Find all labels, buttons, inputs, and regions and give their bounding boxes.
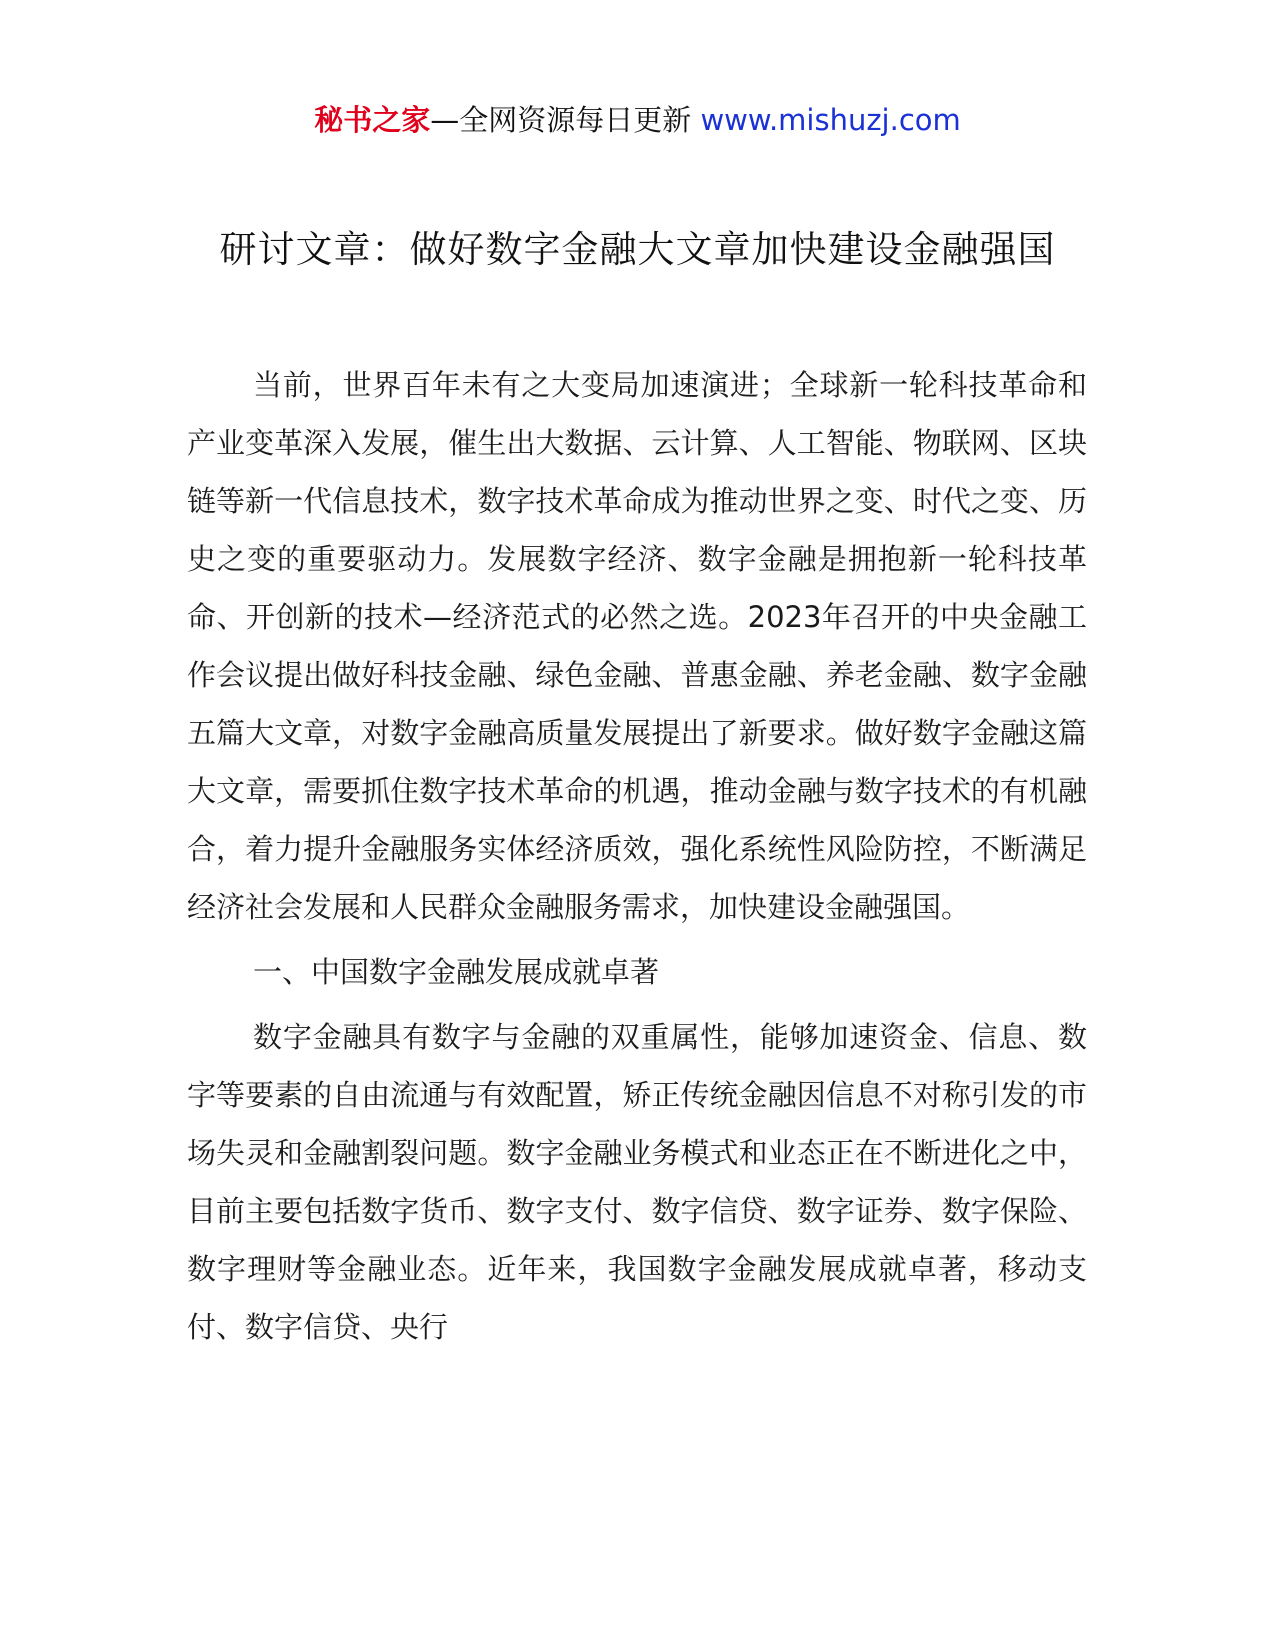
site-header: [0, 100, 1275, 140]
header-tagline: —全网资源每日更新: [430, 103, 692, 137]
intro-paragraph: 当前，世界百年未有之大变局加速演进；全球新一轮科技革命和产业变革深入发展，催生出大数据、云计算、人工智能、物联网、区块链等新一代信息技术，数字技术革命成为推动世界之变、时代之变、历史之变的重要驱动力。发展数字经济、数字金融是拥抱新一轮科技革命、开创新的技术—经济范式的必然之选。2023年召开的中央金融工作会议提出做好科技金融、绿色金融、普惠金融、养老金融、数字金融五篇大文章，对数字金融高质量发展提出了新要求。做好数字金融这篇大文章，需要抓住数字技术革命的机遇，推动金融与数字技术的有机融合，着力提升金融服务实体经济质效，强化系统性风险防控，不断满足经济社会发展和人民群众金融服务需求，加快建设金融强国。: [187, 368, 1087, 924]
brand-name: 秘书之家: [314, 103, 431, 137]
section-heading: 一、中国数字金融发展成就卓著: [253, 955, 660, 989]
body-paragraph: 数字金融具有数字与金融的双重属性，能够加速资金、信息、数字等要素的自由流通与有效配置，矫正传统金融因信息不对称引发的市场失灵和金融割裂问题。数字金融业务模式和业态正在不断进化之中，目前主要包括数字货币、数字支付、数字信贷、数字证券、数字保险、数字理财等金融业态。近年来，我国数字金融发展成就卓著，移动支付、数字信贷、央行: [187, 1020, 1087, 1344]
document-body: [187, 356, 1087, 1363]
document-title: 研讨文章：做好数字金融大文章加快建设金融强国: [219, 228, 1056, 271]
site-url-link[interactable]: www.mishuzj.com: [700, 103, 961, 137]
